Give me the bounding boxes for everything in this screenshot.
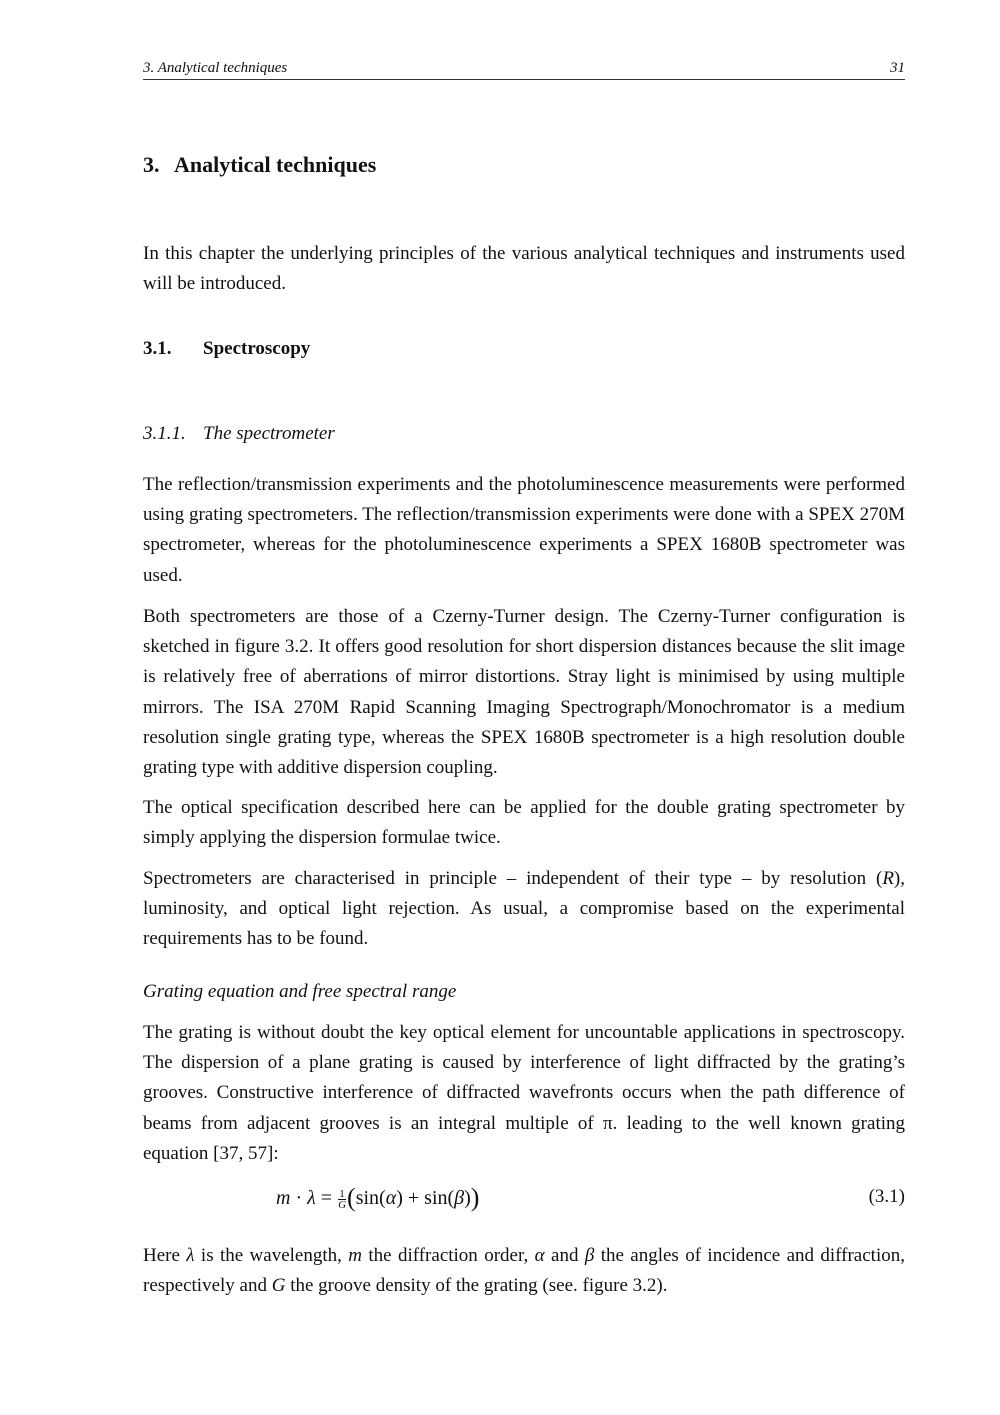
eq-plus: + <box>402 1187 425 1209</box>
page-number: 31 <box>890 60 905 76</box>
p6-text-1: Here <box>143 1245 187 1266</box>
eq-beta: β <box>454 1187 465 1209</box>
paragraph-6 <box>143 1241 905 1301</box>
chapter-title-text: Analytical techniques <box>174 152 377 177</box>
paragraph-5: The grating is without doubt the key optical element for uncountable applications in spectroscopy. The dispersion of a plane grating is caused by interference of light diffracted by the grating’s grooves. Constructive interference of diffracted wavefronts occurs when the path difference of beams from adjacent grooves is an integral multiple of π. leading to the well known grating equation [37, 57]: <box>143 1022 905 1164</box>
run-in-heading: Grating equation and free spectral range <box>143 981 457 1002</box>
running-title: 3. Analytical techniques <box>143 60 288 76</box>
section-number: 3.1. <box>143 338 172 359</box>
eq-lambda: λ <box>307 1187 316 1209</box>
p6-text-3: the diffraction order, <box>362 1245 535 1266</box>
eq-m: m <box>276 1187 291 1209</box>
p4-text-b: ), luminosity, and optical light rejection. As usual, a compromise based on the experimental requirements has to be found. <box>143 868 905 950</box>
chapter-title <box>143 152 376 178</box>
eq-alpha: α <box>385 1187 397 1209</box>
paragraph-4 <box>143 864 905 955</box>
resolution-symbol: R <box>882 868 894 889</box>
eq-equals: = <box>315 1187 338 1209</box>
eq-sin-1: sin( <box>355 1187 386 1209</box>
section-heading <box>143 338 310 360</box>
paragraph-1: The reflection/transmission experiments and the photoluminescence measurements were performed using grating spectrometers. The reflection/transmission experiments were done with a SPEX 270M spectrometer, whereas for the photoluminescence experiments a SPEX 1680B spectrometer was used. <box>143 474 905 586</box>
grating-equation <box>143 1183 905 1217</box>
paragraph-2: Both spectrometers are those of a Czerny-Turner design. The Czerny-Turner configuration is sketched in figure 3.2. It offers good resolution for short dispersion distances because the slit image is relatively free of aberrations of mirror distortions. Stray light is minimised by using multiple mirrors. The ISA 270M Rapid Scanning Imaging Spectrograph/Monochromator is a medium resolution single grating type, whereas the SPEX 1680B spectrometer is a high resolution double grating type with additive dispersion coupling. <box>143 606 905 779</box>
p6-beta: β <box>584 1245 595 1266</box>
eq-close-2: ) <box>464 1187 471 1209</box>
paragraph-3: The optical specification described here can be applied for the double grating spectrometer by simply applying the dispersion formulae twice. <box>143 797 905 849</box>
p4-text-a: Spectrometers are characterised in principle – independent of their type – by resolution ( <box>143 868 883 889</box>
subsection-title: The spectrometer <box>203 423 335 444</box>
subsection-number: 3.1.1. <box>143 423 186 444</box>
eq-close-paren: ) <box>470 1183 480 1212</box>
p6-m: m <box>348 1245 362 1266</box>
p6-alpha: α <box>534 1245 545 1266</box>
subsection-heading <box>143 423 335 445</box>
eq-close-1: ) <box>396 1187 403 1209</box>
p6-lambda: λ <box>186 1245 195 1266</box>
equation-number: (3.1) <box>868 1186 905 1207</box>
eq-sin-2: sin( <box>424 1187 455 1209</box>
p6-text-4: and <box>544 1245 585 1266</box>
p6-text-6: the groove density of the grating (see. figure 3.2). <box>285 1275 668 1297</box>
intro-paragraph: In this chapter the underlying principles of the various analytical techniques and instruments used will be introduced. <box>143 243 905 295</box>
section-title: Spectroscopy <box>203 338 311 359</box>
eq-frac-numerator: 1 <box>339 1187 345 1200</box>
p6-text-2: is the wavelength, <box>194 1245 349 1266</box>
eq-open-paren: ( <box>347 1183 356 1212</box>
running-header <box>143 60 905 80</box>
p6-G: G <box>271 1275 286 1297</box>
eq-fraction <box>338 1189 346 1210</box>
p6-text-5: the angles of incidence and diffraction, respectively and <box>143 1245 905 1297</box>
equation-expression <box>276 1183 479 1213</box>
eq-dot: · <box>290 1187 308 1209</box>
chapter-number: 3. <box>143 152 160 177</box>
eq-frac-denominator: G <box>338 1198 347 1211</box>
